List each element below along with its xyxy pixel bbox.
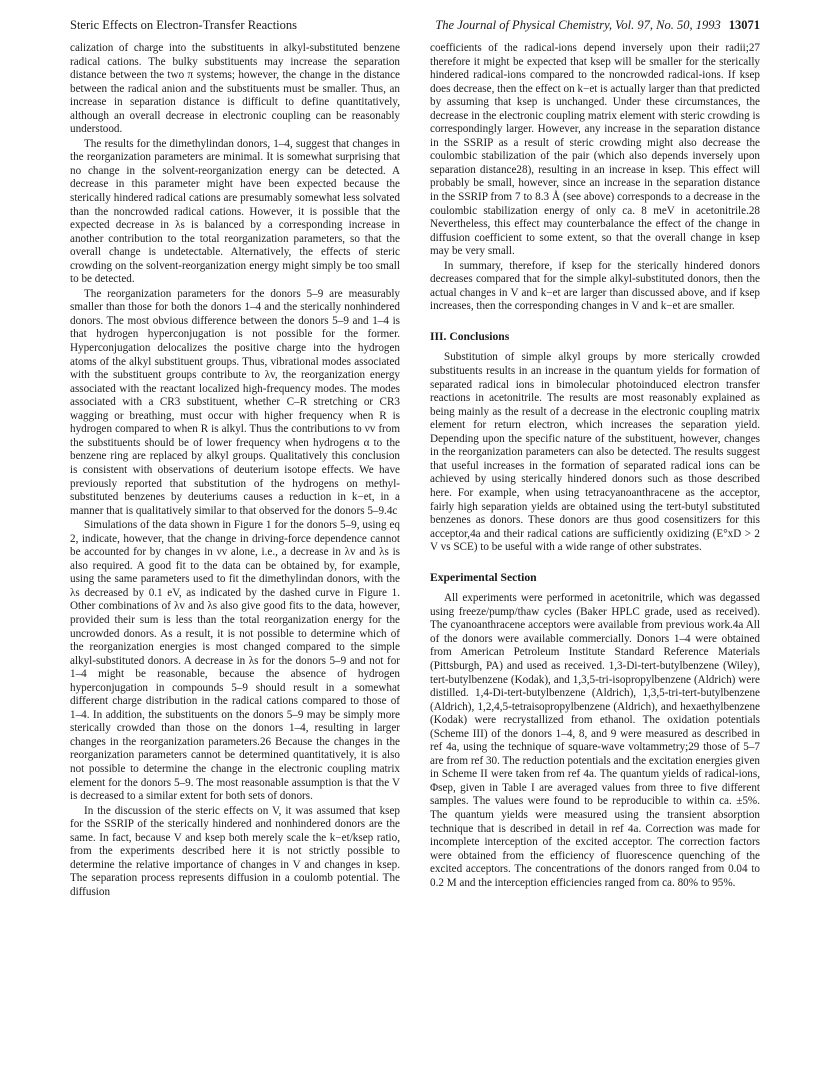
running-title: Steric Effects on Electron-Transfer Reactions bbox=[70, 18, 298, 32]
paragraph: In the discussion of the steric effects on V, it was assumed that ksep for the SSRIP of the sterically hindered and nonhindered donors are the same. In fact, because V and ksep both merely scale the k−et/ksep ratio, from the experiments described here it is not strictly possible to determine the relative importance of changes in V and changes in ksep. The separation process represents diffusion in a coulomb potential. The diffusion bbox=[70, 804, 400, 898]
paragraph: In summary, therefore, if ksep for the sterically hindered donors decreases compared that for the simple alkyl-substituted donors, then the actual changes in V and k−et are larger than discussed above, and if ksep increases, then the corresponding changes in V and k−et are smaller. bbox=[430, 259, 760, 313]
paragraph: Substitution of simple alkyl groups by more sterically crowded substituents results in an increase in the quantum yields for formation of separated radical ions in bimolecular photoinduced electron transfer reactions in acetonitrile. The results are most reasonably explained as being mainly as the result of a decrease in the electronic coupling matrix element for return electron, which increases the separation yield. Depending upon the specific nature of the substituent, however, changes in the reorganization parameters can also be detected. The results suggest that useful increases in the formation of separated radical ions can be achieved by using sterically hindered donors such as those described here. For example, when using tetracyanoanthracene as the acceptor, fairly high separation yields are obtained using the tert-butyl substituted benzenes as donors. These donors are thus good cosensitizers for this acceptor,4a and their radical cations are sufficiently oxidizing (E°xD > 2 V vs SCE) to be useful with a wide range of other substrates. bbox=[430, 351, 760, 554]
running-header bbox=[70, 18, 760, 36]
page-number: 13071 bbox=[728, 18, 760, 32]
paragraph: calization of charge into the substituents in alkyl-substituted benzene radical cations. The bulky substituents may increase the separation distance between the two π systems; however, the change in the distance between the radical anion and the substituents must be smaller. Thus, an increase in separation distance is difficult to define quantitatively, although an overall decrease in electronic coupling can be reasonably understood. bbox=[70, 42, 400, 136]
paragraph: All experiments were performed in acetonitrile, which was degassed using freeze/pump/thaw cycles (Baker HPLC grade, used as received). The cyanoanthracene acceptors were available from previous work.4a All of the donors were available commercially. Donors 1–4 were obtained from American Petroleum Institute Standard Reference Materials (Pittsburgh, PA) and used as received. 1,3-Di-tert-butylbenzene (Wiley), tert-butylbenzene (Kodak), and 1,3,5-tri-isopropylbenzene (Aldrich) were distilled. 1,4-Di-tert-butylbenzene (Aldrich), 1,3,5-tri-tert-butylbenzene (Aldrich), 1,2,4,5-tetraisopropylbenzene (Aldrich), and hexaethylbenzene (Kodak) were recrystallized from ethanol. The oxidation potentials (Scheme III) of the donors 1–4, 8, and 9 were measured as described in ref 4a, using the technique of square-wave voltammetry;29 those of 5–7 are from ref 30. The reduction potentials and the excitation energies given in Scheme II were taken from ref 4a. The quantum yields of radical-ions, Φsep, given in Table I are averaged values from three to five different samples. The values were found to be reproducible to within ca. ±5%. The quantum yields were measured using the transient absorption technique that is described in detail in ref 4a. Correction was made for incomplete interception of the excited acceptor. The correction factors were obtained from the efficiency of fluorescence quenching of the excited acceptors. The concentrations of the donors ranged from 0.04 to 0.2 M and the interception efficiencies ranged from ca. 80% to 95%. bbox=[430, 592, 760, 889]
paragraph: coefficients of the radical-ions depend inversely upon their radii;27 therefore it might be expected that ksep will be smaller for the sterically hindered radical-ions compared to the noncrowded radical-ions. If ksep does decrease, then the effect on k−et is actually larger than that predicted by assuming that ksep is unchanged. Under these circumstances, the decrease in the electronic coupling matrix element with steric crowding is correspondingly larger. However, any increase in the separation distance in the SSRIP as a result of steric crowding might also decrease the coulombic stabilization of the pair (which also depends inversely upon separation distance28), resulting in an increase in ksep. This effect will probably be small, however, since an increase in the separation distance in the SSRIP from 7 to 8.3 Å (see above) corresponds to a decrease in the coulombic stabilization energy of only ca. 8 meV in acetonitrile.28 Nevertheless, this effect may counterbalance the effect of the change in diffusion coefficient to some extent, so that the overall change in ksep may be very small. bbox=[430, 42, 760, 258]
paragraph: The reorganization parameters for the donors 5–9 are measurably smaller than those for both the donors 1–4 and the sterically nonhindered donors. The most obvious difference between the donors 5–9 and 1–4 is that hydrogen hyperconjugation is not possible for the former. Hyperconjugation delocalizes the positive charge into the hydrogen atoms of the alkyl substituent groups. Thus, vibrational modes associated with the substituent groups contribute to λv, the reorganization energy associated with the reactant localized high-frequency modes. The modes associated with a CR3 substituent, whether C–R stretching or CR3 wagging or breathing, must occur with higher frequency when R is hydrogen compared to when R is alkyl. Thus the contributions to νv from the substituents should be of lower frequency when hydrogens α to the benzene ring are replaced by alkyl groups. Qualitatively this conclusion is consistent with observations of deuterium isotope effects. We have previously reported that substitution of the hydrogens on methyl-substituted benzenes by deuteriums causes a reduction in k−et, in a manner that is qualitatively similar to that observed for the donors 5–9.4c bbox=[70, 287, 400, 517]
section-heading-conclusions: III. Conclusions bbox=[430, 329, 510, 343]
paragraph: The results for the dimethylindan donors, 1–4, suggest that changes in the reorganization parameters are minimal. It is somewhat surprising that no change in the solvent-reorganization energy can be detected. A decrease in this parameter might have been expected because the sterically hindered radical cations are presumably somewhat less solvated than the noncrowded radical cations. However, it is possible that the expected decrease in λs is balanced by a corresponding increase in another contribution to the total reorganization parameters, so that the overall change is undetectable. Alternatively, the effects of steric crowding on the solvent-reorganization energy might simply be too small to be detected. bbox=[70, 137, 400, 286]
section-heading-experimental: Experimental Section bbox=[430, 570, 537, 584]
journal-name: The Journal of Physical Chemistry, Vol. 97, No. 50, 1993 bbox=[435, 18, 721, 32]
left-column bbox=[70, 42, 400, 899]
paragraph: Simulations of the data shown in Figure 1 for the donors 5–9, using eq 2, indicate, however, that the change in driving-force dependence cannot be accounted for by changes in νv alone, i.e., a decrease in λv and λs is also required. A good fit to the data can be obtained by, for example, using the same parameters used to fit the dimethylindan donors, with the λs decreased by 0.1 eV, as indicated by the dashed curve in Figure 1. Other combinations of λv and λs also give good fits to the data, however, provided their sum is less than the total reorganization energy for the uncrowded donors. As a result, it is not possible to determine which of the reorganization energies is most changed compared to the simple alkyl-substituted donors. A decrease in λs for the donors 5–9 and not for 1–4 might be reasonable, because the absence of hydrogen hyperconjugation in compounds 5–9 should result in a somewhat different charge distribution in the radical cations compared to those of 1–4. In addition, the substituents on the donors 5–9 may be simply more sterically crowded than those on the donors 1–4, resulting in larger changes in the reorganization parameters.26 Because the changes in the reorganization parameters cannot be determined quantitatively, it is also not possible to determine the change in the electronic coupling matrix element for the donors 5–9. The most reasonable assumption is that the V is decreased to a similar extent for both sets of donors. bbox=[70, 519, 400, 803]
right-column bbox=[430, 42, 760, 890]
journal-citation bbox=[435, 18, 760, 33]
